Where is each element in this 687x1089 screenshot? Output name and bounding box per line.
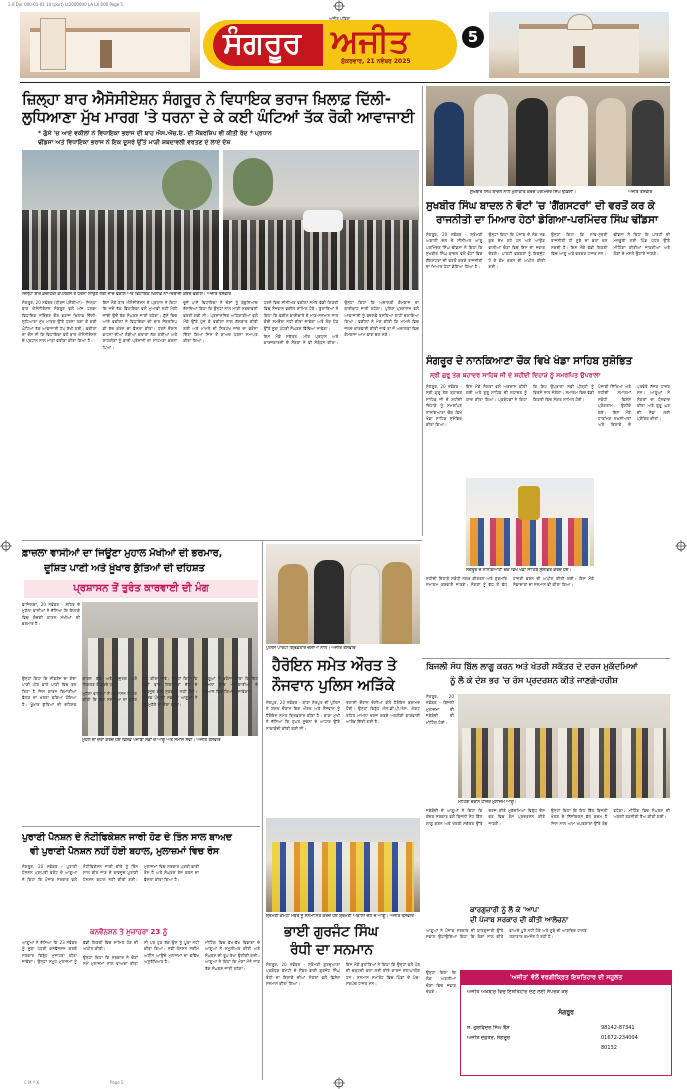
gurjant-headline-1: ਭਾਈ ਗੁਰਜੰਟ ਸਿੰਘ <box>284 924 379 940</box>
fazilka-caption: ਮੁਹੱਲੇ ਦਾ ਦੌਰਾ ਕਰਦੇ ਹੋਏ ਵਿਸ਼ਵ ਪੰਜਾਬੀ ਸਭਾ ਦੇ ਆਗੂ ਅਤੇ ਸਮਾਜ ਸੇਵੀ। ਅਜੀਤ ਤਸਵੀਰ <box>82 738 221 743</box>
classified-contact: ਸ. ਗੁਰਵਿੰਦਰ ਸਿੰਘ ਬੈਂਸ <box>467 1025 510 1031</box>
body-text: ਇਸ ਮੌਕੇ ਸੰਗਤਾਂ ਵਲੋਂ ਅਰਦਾਸ ਕੀਤੀ ਗਈ ਅਤੇ ਗੁਰੂ ਸਾਹਿਬ ਦੀ ਸ਼ਹਾਦਤ ਨੂੰ ਯਾਦ ਕੀਤਾ ਗਿਆ। ਪ੍ਰਬੰਧਕਾਂ ਨੇ ਕਿਹਾ ਕਿ ਇਹ ਉਪਰਾਲਾ ਨਵੀਂ ਪੀੜ੍ਹੀ ਨੂੰ ਵਿਰਸੇ ਨਾਲ ਜੋੜੇਗਾ। ਸਮਾਗਮ ਵਿਚ ਵੱਡੀ ਗਿਣਤੀ ਵਿਚ ਸੰਗਤ ਸ਼ਾਮਿਲ ਹੋਈ। <box>466 384 594 402</box>
body-text: ਧਰਨੇ ਵਿਚ ਸੀਨੀਅਰ ਵਕੀਲਾਂ ਸਮੇਤ ਵੱਡੀ ਗਿਣਤੀ ਵਿਚ ਨੌਜਵਾਨ ਵਕੀਲ ਸ਼ਾਮਿਲ ਹੋਏ। ਬੁਲਾਰਿਆਂ ਨੇ ਕਿਹਾ ਕਿ ਵਕੀਲ ਭਾਈਚਾਰੇ ਦੇ ਮਾਣ-ਸਨਮਾਨ ਨਾਲ ਕੋਈ ਸਮਝੌਤਾ ਨਹੀਂ ਕੀਤਾ ਜਾਵੇਗਾ ਅਤੇ ਲੋੜ ਪੈਣ ਉੱਤੇ ਸੂਬਾ ਪੱਧਰੀ ਸੰਘਰਸ਼ ਵਿੱਢਿਆ ਜਾਵੇਗਾ। <box>263 300 339 331</box>
dhindsa-caption: ਸੁਖਬੀਰ ਸਿੰਘ ਬਾਦਲ ਨਾਲ ਮੁਲਾਕਾਤ ਕਰਦੇ ਪਰਮਿੰਦਰ ਸਿੰਘ ਢੀਂਡਸਾ। <box>470 190 576 195</box>
body-text: ਆਗੂਆਂ ਨੇ ਪੰਜਾਬ ਸਰਕਾਰ ਦੀ ਕਾਰਗੁਜ਼ਾਰੀ ਉੱਤੇ ਸਵਾਲ ਉਠਾਉਂਦਿਆਂ ਕਿਹਾ ਕਿ ਲੋਕਾਂ ਨਾਲ ਕੀਤੇ ਵਾਅਦੇ ਪੂਰੇ ਨਹੀਂ ਹੋਏ ਅਤੇ ਸੂਬੇ ਦੀ ਆਰਥਿਕ ਹਾਲਤ ਲਗਾਤਾਰ ਕਮਜ਼ੋਰ ਹੋ ਰਹੀ ਹੈ। <box>426 928 587 940</box>
classified-office: ਸੰਗਰੂਰ <box>558 1009 574 1016</box>
bijli-headline-1: ਬਿਜਲੀ ਸੋਧ ਬਿੱਲ ਲਾਗੂ ਕਰਨ ਅਤੇ ਖੇਤਰੀ ਸਕੱਤਰ ਦੇ ਦਰਜ ਮੁਕੱਦਮਿਆਂ <box>426 662 638 672</box>
gurjant-caption: ਸ਼੍ਰੋਮਣੀ ਕਮੇਟੀ ਮੈਂਬਰ ਨੂੰ ਸਨਮਾਨਿਤ ਕਰਦੇ ਹੋਏ ਸ਼੍ਰੋਮਣੀ ਅਕਾਲੀ ਦਲ ਦੇ ਆਗੂ। ਅਜੀਤ ਤਸਵੀਰ <box>266 914 414 919</box>
registration-mark-icon <box>0 540 12 552</box>
gurjant-body <box>266 962 420 1076</box>
masthead-banner <box>203 14 457 76</box>
body-text: ਸ਼ਹੀਦੀ ਦਿਹਾੜੇ ਸਬੰਧੀ ਨਗਰ ਕੀਰਤਨ ਅਤੇ ਗੁਰਮਤਿ ਸਮਾਗਮ ਕਰਵਾਏ ਜਾਣਗੇ। ਸੰਗਤਾਂ ਨੂੰ ਵੱਧ ਤੋਂ ਵੱਧ ਹਾਜ਼ਰੀ ਭਰਨ ਦੀ ਅਪੀਲ ਕੀਤੀ ਗਈ। ਇਸ ਮੌਕੇ ਸੇਵਾਦਾਰਾਂ ਦਾ ਸਨਮਾਨ ਵੀ ਕੀਤਾ ਗਿਆ। <box>426 576 594 588</box>
notice-lead-2: ਦੀ ਪੰਜਾਬ ਸਰਕਾਰ ਦੀ ਕੀਤੀ ਆਲੋਚਨਾ <box>470 916 569 924</box>
classified-address: ਅਜੀਤ ਦਫ਼ਤਰ, ਸੰਗਰੂਰ <box>467 1035 510 1041</box>
police-headline-2: ਨੌਜਵਾਨ ਪੁਲਿਸ ਅੜਿੱਕੇ <box>272 676 395 694</box>
police-body <box>266 700 420 816</box>
body-text: ਉਨ੍ਹਾਂ ਕਿਹਾ ਕਿ ਸਾਫ਼-ਸੁਥਰੀ ਰਾਜਨੀਤੀ ਹੀ ਸੂਬੇ ਦਾ ਭਲਾ ਕਰ ਸਕਦੀ ਹੈ। ਇਸ ਮੌਕੇ ਵੱਡੀ ਗਿਣਤੀ ਵਿਚ ਆਗੂ ਅਤੇ ਵਰਕਰ ਹਾਜ਼ਰ ਸਨ। <box>551 232 608 257</box>
notice-lead-1: ਕਾਰਗੁਜ਼ਾਰੀ ਨੂੰ ਲੈ ਕੇ 'ਆਪ' <box>470 906 540 914</box>
police-headline-1: ਹੈਰੋਇਨ ਸਮੇਤ ਔਰਤ ਤੇ <box>272 656 397 674</box>
police-photo <box>266 544 420 644</box>
body-text: ਸੰਗਰੂਰ, 20 ਨਵੰਬਰ - ਬਿਜਲੀ ਮੁਲਾਜ਼ਮਾਂ ਦੀ ਜਥੇਬੰਦੀ ਦੀ ਮੀਟਿੰਗ ਹੋਈ। <box>426 694 454 725</box>
dhindsa-headline-1: ਸੁਖਬੀਰ ਸਿੰਘ ਬਾਦਲ ਨੇ ਵੋਟਾਂ 'ਚ 'ਗੈਂਗਸਟਰਾਂ' ਦੀ ਵਰਤੋਂ ਕਰ ਕੇ <box>426 200 655 212</box>
bijli-caption: ਮੀਟਿੰਗ ਦੌਰਾਨ ਹਾਜ਼ਰ ਮੁਲਾਜ਼ਮ ਆਗੂ। <box>458 800 517 805</box>
nankiana-body-mid <box>466 384 594 474</box>
body-text: ਢੀਂਡਸਾ ਨੇ ਕਿਹਾ ਕਿ ਪਾਰਟੀ ਦੀ ਮਜ਼ਬੂਤੀ ਲਈ ਪਿੰਡ ਪੱਧਰ ਉੱਤੇ ਮੀਟਿੰਗਾਂ ਕੀਤੀਆਂ ਜਾਣਗੀਆਂ ਅਤੇ ਲੋਕਾਂ ਦੇ ਮਸਲੇ ਉਠਾਏ ਜਾਣਗੇ। <box>613 232 670 257</box>
body-text: ਸੰਗਰੂਰ, 20 ਨਵੰਬਰ - ਸ੍ਰੀ ਗੁਰੂ ਤੇਗ ਬਹਾਦਰ ਸਾਹਿਬ ਜੀ ਦੇ ਸ਼ਹੀਦੀ ਦਿਹਾੜੇ ਨੂੰ ਸਮਰਪਿਤ ਨਾਨਕਿਆਣਾ ਚੌਕ ਵਿਖੇ ਖੰਡਾ ਸਾਹਿਬ ਸੁਸ਼ੋਭਿਤ ਕੀਤਾ ਗਿਆ। <box>426 384 462 428</box>
pension-body-top <box>22 864 260 924</box>
body-text: ਮੁਹੱਲਾ ਵਾਸੀਆਂ ਨੇ ਪ੍ਰਸ਼ਾਸਨ ਤੋਂ ਮੰਗ ਕੀਤੀ ਕਿ ਇਸ ਸਮੱਸਿਆ ਦਾ ਤੁਰੰਤ ਹੱਲ ਕੀਤਾ ਜਾਵੇ। ਉਨ੍ਹਾਂ ਕਿਹਾ ਕਿ ਕਈ ਵਾਰ ਸ਼ਿਕਾਇਤਾਂ ਦੇਣ ਦੇ ਬਾਵਜੂਦ ਕੋਈ ਸੁਣਵਾਈ ਨਹੀਂ ਹੋਈ। ਵਿਸ਼ਵ ਪੰਜਾਬੀ ਸਭਾ ਦੇ ਆਗੂਆਂ ਨੇ ਵੀ ਮੁਹੱਲੇ ਦਾ ਦੌਰਾ ਕੀਤਾ। <box>82 676 198 707</box>
body-text: ਸੰਗਰੂਰ, 20 ਨਵੰਬਰ (ਧੀਰਜ ਪਸ਼ੌਰੀਆ) - ਜ਼ਿਲ੍ਹਾ ਬਾਰ ਐਸੋਸੀਏਸ਼ਨ ਸੰਗਰੂਰ ਵਲੋਂ ਅੱਜ ਹਲਕਾ ਵਿਧਾਇਕ ਨਰਿੰਦਰ ਕੌਰ ਭਰਾਜ ਖ਼ਿਲਾਫ਼ ਦਿੱਲੀ-ਲੁਧਿਆਣਾ ਮੁੱਖ ਮਾਰਗ ਉੱਤੇ ਧਰਨਾ ਲਗਾ ਕੇ ਕਈ ਘੰਟਿਆਂ ਤੱਕ ਆਵਾਜਾਈ ਠੱਪ ਰੱਖੀ ਗਈ। ਵਕੀਲਾਂ ਦਾ ਦੋਸ਼ ਸੀ ਕਿ ਵਿਧਾਇਕਾ ਵਲੋਂ ਬਾਰ ਐਸੋਸੀਏਸ਼ਨ ਦੇ ਪ੍ਰਧਾਨ ਨਾਲ ਮਾੜਾ ਵਤੀਰਾ ਕੀਤਾ ਗਿਆ ਹੈ। <box>22 300 97 344</box>
body-text: ਫ਼ਾਜ਼ਿਲਕਾ, 20 ਨਵੰਬਰ - ਸ਼ਹਿਰ ਦੇ ਮੁਹੱਲਾ ਵਾਸੀਆਂ ਨੇ ਦੱਸਿਆ ਕਿ ਇਲਾਕੇ ਵਿਚ ਗੰਦਗੀ ਕਾਰਨ ਮੱਖੀਆਂ ਦੀ ਭਰਮਾਰ ਹੈ। <box>22 602 80 627</box>
notice-body-left <box>426 970 456 1074</box>
classified-phone-3: 80132 <box>601 1045 617 1051</box>
body-text: ਉਨ੍ਹਾਂ ਕਿਹਾ ਕਿ ਪੰਜਾਬ ਦੇ ਲੋਕ ਸਭ ਕੁਝ ਦੇਖ ਰਹੇ ਹਨ ਅਤੇ ਆਉਣ ਵਾਲੀਆਂ ਚੋਣਾਂ ਵਿਚ ਇਸ ਦਾ ਜਵਾਬ ਦੇਣਗੇ। ਪਾਰਟੀ ਵਰਕਰਾਂ ਨੂੰ ਇਕਜੁੱਟ ਹੋ ਕੇ ਕੰਮ ਕਰਨ ਦੀ ਅਪੀਲ ਕੀਤੀ ਗਈ। <box>488 232 545 270</box>
fazilka-banner: ਪ੍ਰਸ਼ਾਸਨ ਤੋਂ ਤੁਰੰਤ ਕਾਰਵਾਈ ਦੀ ਮੰਗ <box>24 580 258 598</box>
body-text: ਉਨ੍ਹਾਂ ਕਿਹਾ ਕਿ ਸੀਵਰੇਜ ਦਾ ਗੰਦਾ ਪਾਣੀ ਪੀਣ ਵਾਲੇ ਪਾਣੀ ਵਿਚ ਰਲ ਰਿਹਾ ਹੈ ਜਿਸ ਕਾਰਨ ਬਿਮਾਰੀਆਂ ਫੈਲਣ ਦਾ ਖ਼ਤਰਾ ਬਣਿਆ ਹੋਇਆ ਹੈ। ਖ਼ੂੰਖਾਰ ਕੁੱਤਿਆਂ ਦੀ ਦਹਿਸ਼ਤ ਕਾਰਨ ਬੱਚੇ ਅਤੇ ਬਜ਼ੁਰਗ ਘਰੋਂ ਨਿਕਲਣ ਤੋਂ ਡਰਦੇ ਹਨ। <box>22 676 137 707</box>
pension-headline-2: ਵੀ ਪੁਰਾਣੀ ਪੈਨਸ਼ਨ ਨਹੀਂ ਹੋਈ ਬਹਾਲ, ਮੁਲਾਜ਼ਮਾਂ ਵਿਚ ਰੋਸ <box>30 846 219 857</box>
gurjant-photo <box>266 818 420 912</box>
nankiana-photo <box>466 478 594 566</box>
police-caption: ਪੁਲਿਸ ਪਾਰਟੀ ਗ੍ਰਿਫ਼ਤਾਰ ਦੋਸ਼ੀਆਂ ਨਾਲ। ਅਜੀਤ ਤਸਵੀਰ <box>266 646 356 651</box>
pension-subhead: ਕਨਵੈਨਸ਼ਨ ਤੇ ਮੁਜ਼ਾਹਰਾ 23 ਨੂੰ <box>90 928 168 936</box>
bijli-body <box>426 808 670 904</box>
body-text: ਇਸ ਮੌਕੇ ਬੁਲਾਰਿਆਂ ਨੇ ਕਿਹਾ ਕਿ ਉਨ੍ਹਾਂ ਵਲੋਂ ਪੰਥ ਦੀ ਚੜ੍ਹਦੀ ਕਲਾ ਲਈ ਕੀਤੇ ਕਾਰਜ ਸ਼ਲਾਘਾਯੋਗ ਹਨ। ਸਨਮਾਨ ਸਮਾਰੋਹ ਵਿਚ ਪਿੰਡਾਂ ਦੇ ਪੰਚ-ਸਰਪੰਚ ਹਾਜ਼ਰ ਸਨ। <box>346 962 420 987</box>
bijli-headline-2: ਨੂੰ ਲੈ ਕੇ ਦੇਸ਼ ਭਰ 'ਚ ਰੋਸ ਪ੍ਰਦਰਸ਼ਨ ਕੀਤੇ ਜਾਣਗੇ-ਹਰੀਸ਼ <box>450 676 618 686</box>
lead-photo-lawyers <box>22 150 219 290</box>
pension-headline-1: ਪੁਰਾਣੀ ਪੈਨਸ਼ਨ ਦੇ ਨੋਟੀਫਿਕੇਸ਼ਨ ਜਾਰੀ ਹੋਣ ਦੇ ਤਿੰਨ ਸਾਲ ਬਾਅਦ <box>22 832 232 843</box>
classified-body: ਅਜੀਤ ਅਖ਼ਬਾਰ ਵਿਚ ਇਸ਼ਤਿਹਾਰ ਦੇਣ ਲਈ ਸੰਪਰਕ ਕਰੋ <box>467 989 568 995</box>
body-text: ਦੂਜੇ ਪਾਸੇ ਵਿਧਾਇਕਾ ਨੇ ਦੋਸ਼ਾਂ ਨੂੰ ਬੇਬੁਨਿਆਦ ਦੱਸਦਿਆਂ ਕਿਹਾ ਕਿ ਉਨ੍ਹਾਂ ਨਾਲ ਮਾੜੀ ਸ਼ਬਦਾਵਲੀ ਵਰਤੀ ਗਈ ਸੀ। ਪ੍ਰਸ਼ਾਸਨਿਕ ਅਧਿਕਾਰੀਆਂ ਵਲੋਂ ਮੌਕੇ ਉੱਤੇ ਪੁੱਜ ਕੇ ਵਕੀਲਾਂ ਨਾਲ ਗੱਲਬਾਤ ਕੀਤੀ ਗਈ ਅਤੇ ਮਾਮਲੇ ਦੀ ਨਿਰਪੱਖ ਜਾਂਚ ਦਾ ਭਰੋਸਾ ਦਿੱਤਾ ਗਿਆ ਜਿਸ ਤੋਂ ਬਾਅਦ ਧਰਨਾ ਸਮਾਪਤ ਕੀਤਾ ਗਿਆ। <box>183 300 258 344</box>
lead-headline-2: ਲੁਧਿਆਣਾ ਮੁੱਖ ਮਾਰਗ 'ਤੇ ਧਰਨਾ ਦੇ ਕੇ ਕਈ ਘੰਟਿਆਂ ਤੱਕ ਰੋਕੀ ਆਵਾਜਾਈ <box>22 108 415 126</box>
pension-body <box>22 940 260 1074</box>
body-text: ਪੰਜਾਬੀ ਸਿੱਖਿਆ ਅਤੇ ਸ਼ਹੀਦੀ ਸਮਾਗਮਾਂ ਸਬੰਧੀ ਵਿਸ਼ੇਸ਼ ਪ੍ਰੋਗਰਾਮ ਉਲੀਕੇ ਗਏ। ਇਸ ਮੌਕੇ ਧਾਰਮਿਕ ਸ਼ਖ਼ਸੀਅਤਾਂ ਅਤੇ ਇਲਾਕੇ ਦੇ ਪਤਵੰਤੇ ਸੱਜਣ ਹਾਜ਼ਰ ਸਨ। ਆਗੂਆਂ ਨੇ ਸੰਗਤਾਂ ਦਾ ਧੰਨਵਾਦ ਕੀਤਾ ਅਤੇ ਗੁਰੂ ਘਰ ਦੀ ਸੇਵਾ ਲਈ ਪ੍ਰੇਰਿਤ ਕੀਤਾ। <box>598 384 670 428</box>
nankiana-caption: ਸੰਗਰੂਰ ਦੇ ਨਾਨਕਿਆਣਾ ਚੌਕ ਵਿਖੇ ਖੰਡਾ ਸਾਹਿਬ ਸੁਸ਼ੋਭਿਤ ਕਰਦੇ ਹੋਏ। <box>466 568 572 573</box>
lead-caption: ਜ਼ਿਲ੍ਹਾ ਬਾਰ ਕਚਹਿਰੀ ਕੰਪਲੈਕਸ ਤੋਂ ਧਰਨਾ ਲਾਉਣ ਲਈ ਜਾਂਦੇ ਵਕੀਲ ਅਤੇ ਵਿਧਾਇਕ ਖ਼ਿਲਾਫ਼ ਨਾਅਰੇਬਾਜ਼ੀ ਕਰਦੇ ਵਕੀਲ। ਅਜੀਤ ਤਸਵੀਰ <box>22 292 232 297</box>
registration-mark-icon <box>675 540 687 552</box>
nankiana-body-left <box>426 384 462 568</box>
page-number: 5 <box>462 26 484 48</box>
body-text: ਤਲਾਸ਼ੀ ਦੌਰਾਨ ਦੋਸ਼ੀਆਂ ਕੋਲੋਂ ਹੈਰੋਇਨ ਬਰਾਮਦ ਹੋਈ। ਉਨ੍ਹਾਂ ਵਿਰੁੱਧ ਐਨ.ਡੀ.ਪੀ.ਐਸ. ਐਕਟ ਤਹਿਤ ਮਾਮਲਾ ਦਰਜ ਕਰਕੇ ਅਗਲੇਰੀ ਕਾਰਵਾਈ ਆਰੰਭ ਦਿੱਤੀ ਗਈ ਹੈ। <box>346 700 420 725</box>
masthead-right-photo <box>489 12 669 78</box>
nankiana-subhead: ਸ੍ਰੀ ਗੁਰੂ ਤੇਗ ਬਹਾਦਰ ਸਾਹਿਬ ਜੀ ਦੇ ਸ਼ਹੀਦੀ ਦਿਹਾੜੇ ਨੂੰ ਸਮਰਪਿਤ ਉਪਰਾਲਾ <box>430 372 601 379</box>
body-text: ਉਨ੍ਹਾਂ ਕਿਹਾ ਕਿ ਇਹ ਬਿੱਲ ਬਿਜਲੀ ਖੇਤਰ ਦੇ ਨਿੱਜੀਕਰਨ ਵੱਲ ਕਦਮ ਹੈ ਜਿਸ ਨਾਲ ਆਮ ਖਪਤਕਾਰਾਂ ਉੱਤੇ ਬੋਝ ਵਧੇਗਾ। ਮੀਟਿੰਗ ਵਿਚ ਸੰਘਰਸ਼ ਦੀ ਅਗਲੀ ਰਣਨੀਤੀ ਤੈਅ ਕੀਤੀ ਗਈ। <box>551 808 670 826</box>
fazilka-body <box>22 676 258 822</box>
masthead-tagline: ਅਜੀਤ ਪਤਿਕਾ <box>329 16 351 21</box>
body-text: ਉਨ੍ਹਾਂ ਕਿਹਾ ਕਿ ਸਰਕਾਰ ਨੇ ਚੋਣਾਂ ਸਮੇਂ ਮੁਲਾਜ਼ਮਾਂ ਨਾਲ ਵਾਅਦਾ ਕੀਤਾ ਸੀ ਪਰ ਹੁਣ ਤੱਕ ਉਸ ਨੂੰ ਪੂਰਾ ਨਹੀਂ ਕੀਤਾ ਗਿਆ। ਨਵੀਂ ਪੈਨਸ਼ਨ ਸਕੀਮ ਅਧੀਨ ਆਉਂਦੇ ਮੁਲਾਜ਼ਮਾਂ ਦਾ ਭਵਿੱਖ ਅਸੁਰੱਖਿਅਤ ਹੈ। <box>83 940 199 967</box>
lead-deck-1: * ਗੁੱਸੇ 'ਚ ਆਏ ਵਕੀਲਾਂ ਨੇ ਵਿਧਾਇਕਾ ਭਰਾਜ ਦੀ ਬਾਹ ਐਸ.ਐਚ.ਓ. ਦੀ ਮੈਂਬਰਸ਼ਿਪ ਵੀ ਕੀਤੀ ਰੱਦ * ਪ੍ਰਧਾਨ <box>38 130 272 137</box>
lead-deck-2: ਢੀਂਡਸਾ ਅਤੇ ਵਿਧਾਇਕਾ ਭਰਾਜ ਨੇ ਇਕ ਦੂਸਰੇ ਉੱਤੇ ਮਾੜੀ ਸ਼ਬਦਾਵਲੀ ਵਰਤਣ ਦੇ ਲਾਏ ਦੋਸ਼ <box>38 139 231 146</box>
body-text: ਆਗੂਆਂ ਨੇ ਭਰੋਸਾ ਦਿੱਤਾ ਕਿ ਇਹ ਮਾਮਲਾ ਉੱਚ ਅਧਿਕਾਰੀਆਂ ਦੇ ਧਿਆਨ ਵਿਚ ਲਿਆਂਦਾ ਜਾਵੇਗਾ। <box>203 676 258 694</box>
nankiana-body-right <box>598 384 670 654</box>
body-text: ਸੰਗਰੂਰ, 20 ਨਵੰਬਰ - ਸ਼੍ਰੋਮਣੀ ਅਕਾਲੀ ਦਲ ਦੇ ਸੀਨੀਅਰ ਆਗੂ ਪਰਮਿੰਦਰ ਸਿੰਘ ਢੀਂਡਸਾ ਨੇ ਕਿਹਾ ਕਿ ਸੁਖਬੀਰ ਸਿੰਘ ਬਾਦਲ ਵਲੋਂ ਵੋਟਾਂ ਵਿਚ ਗੈਂਗਸਟਰਾਂ ਦੀ ਵਰਤੋਂ ਕਰਕੇ ਰਾਜਨੀਤੀ ਦਾ ਮਿਆਰ ਹੇਠਾਂ ਡੇਗਿਆ ਗਿਆ ਹੈ। <box>426 232 483 270</box>
lead-headline-1: ਜ਼ਿਲ੍ਹਾ ਬਾਰ ਐਸੋਸੀਏਸ਼ਨ ਸੰਗਰੂਰ ਨੇ ਵਿਧਾਇਕ ਭਰਾਜ ਖ਼ਿਲਾਫ਼ ਦਿੱਲੀ- <box>22 90 391 108</box>
body-text: ਸੰਗਰੂਰ, 20 ਨਵੰਬਰ - ਪੁਰਾਣੀ ਪੈਨਸ਼ਨ ਪ੍ਰਾਪਤੀ ਫਰੰਟ ਦੇ ਆਗੂਆਂ ਨੇ ਕਿਹਾ ਕਿ ਪੰਜਾਬ ਸਰਕਾਰ ਵਲੋਂ ਨੋਟੀਫਿਕੇਸ਼ਨ ਜਾਰੀ ਕੀਤੇ ਨੂੰ ਤਿੰਨ ਸਾਲ ਬੀਤ ਜਾਣ ਦੇ ਬਾਵਜੂਦ ਪੁਰਾਣੀ ਪੈਨਸ਼ਨ ਬਹਾਲ ਨਹੀਂ ਕੀਤੀ ਗਈ। ਮੁਲਾਜ਼ਮਾਂ ਵਿਚ ਸਰਕਾਰ ਪ੍ਰਤੀ ਭਾਰੀ ਰੋਸ ਹੈ ਅਤੇ ਸੰਘਰਸ਼ ਤੇਜ਼ ਕਰਨ ਦਾ ਫ਼ੈਸਲਾ ਕੀਤਾ ਗਿਆ ਹੈ। <box>22 864 199 882</box>
body-text: ਉਨ੍ਹਾਂ ਕਿਹਾ ਕਿ ਲੋਕ ਅਗਲੀਆਂ ਚੋਣਾਂ ਵਿਚ ਜਵਾਬ ਦੇਣਗੇ। <box>426 970 456 995</box>
body-text: ਜਥੇਬੰਦੀ ਦੇ ਆਗੂਆਂ ਨੇ ਕਿਹਾ ਕਿ ਕੇਂਦਰ ਸਰਕਾਰ ਵਲੋਂ ਬਿਜਲੀ ਸੋਧ ਬਿੱਲ ਲਾਗੂ ਕਰਨ ਅਤੇ ਖੇਤਰੀ ਸਕੱਤਰ ਉੱਤੇ ਦਰਜ ਕੀਤੇ ਮੁਕੱਦਮਿਆਂ ਵਿਰੁੱਧ ਦੇਸ਼ ਭਰ ਵਿਚ ਰੋਸ ਪ੍ਰਦਰਸ਼ਨ ਕੀਤੇ ਜਾਣਗੇ। <box>426 808 545 826</box>
registration-mark-icon <box>333 0 345 12</box>
fazilka-headline-1: ਫ਼ਾਜ਼ਲਾ ਵਾਸੀਆਂ ਦਾ ਜਿਊਣਾ ਮੁਹਾਲ ਮੱਖੀਆਂ ਦੀ ਭਰਮਾਰ, <box>22 548 223 559</box>
body-text: ਇਸ ਮੌਕੇ ਸਕੱਤਰ, ਮੀਤ ਪ੍ਰਧਾਨ ਅਤੇ ਕਾਰਜਕਾਰਨੀ ਦੇ ਮੈਂਬਰਾਂ ਨੇ ਵੀ ਸੰਬੋਧਨ ਕੀਤਾ। ਉਨ੍ਹਾਂ ਕਿਹਾ ਕਿ ਅਦਾਲਤੀ ਕੰਮਕਾਜ ਦਾ ਬਾਈਕਾਟ ਜਾਰੀ ਰਹੇਗਾ। ਪੁਲਿਸ ਪ੍ਰਸ਼ਾਸਨ ਵਲੋਂ ਆਵਾਜਾਈ ਨੂੰ ਬਦਲਵੇਂ ਰਸਤਿਆਂ ਰਾਹੀਂ ਚਲਾਇਆ ਗਿਆ। ਵਕੀਲਾਂ ਨੇ ਮੰਗ ਕੀਤੀ ਕਿ ਮਾਮਲੇ ਵਿਚ ਜਲਦ ਕਾਰਵਾਈ ਕੀਤੀ ਜਾਵੇ ਤਾਂ ਜੋ ਅਦਾਲਤਾਂ ਵਿਚ ਕੰਮਕਾਜ ਆਮ ਵਾਂਗ ਚਲ ਸਕੇ। <box>263 300 419 346</box>
masthead-paper: ਅਜੀਤ <box>331 22 410 60</box>
body-text: ਮੀਟਿੰਗ ਵਿਚ ਵੱਖ-ਵੱਖ ਵਿਭਾਗਾਂ ਦੇ ਆਗੂਆਂ ਨੇ ਸ਼ਮੂਲੀਅਤ ਕੀਤੀ ਅਤੇ ਸੰਘਰਸ਼ ਦੀ ਰੂਪ-ਰੇਖਾ ਉਲੀਕੀ ਗਈ। ਆਗੂਆਂ ਨੇ ਕਿਹਾ ਕਿ ਮੰਗਾਂ ਮੰਨੇ ਜਾਣ ਤੱਕ ਸੰਘਰਸ਼ ਜਾਰੀ ਰਹੇਗਾ। <box>205 940 260 971</box>
registration-mark-icon <box>333 1077 345 1089</box>
notice-lead-body <box>426 928 670 966</box>
gurjant-headline-2: ਰੰਧੀ ਦਾ ਸਨਮਾਨ <box>290 942 373 958</box>
masthead-date: ਸ਼ੁੱਕਰਵਾਰ, 21 ਨਵੰਬਰ 2025 <box>341 58 411 65</box>
fazilka-body-left <box>22 602 80 672</box>
footer-cmyk: C M Y K <box>24 1080 40 1085</box>
dhindsa-body <box>426 232 670 350</box>
lead-body <box>22 300 419 536</box>
bijli-photo <box>458 694 670 798</box>
print-strip: 3.0 Dor 000-01-01 10 (port) Lt2000000 LA LA 000 Page 5 <box>8 2 123 7</box>
body-text: ਸ਼ੇਰਪੁਰ, 20 ਨਵੰਬਰ - ਥਾਣਾ ਸ਼ੇਰਪੁਰ ਦੀ ਪੁਲਿਸ ਨੇ ਗਸ਼ਤ ਦੌਰਾਨ ਇਕ ਔਰਤ ਅਤੇ ਨੌਜਵਾਨ ਨੂੰ ਹੈਰੋਇਨ ਸਮੇਤ ਗ੍ਰਿਫ਼ਤਾਰ ਕੀਤਾ ਹੈ। ਥਾਣਾ ਮੁਖੀ ਨੇ ਦੱਸਿਆ ਕਿ ਗੁਪਤ ਸੂਚਨਾ ਦੇ ਆਧਾਰ ਉੱਤੇ ਨਾਕਾਬੰਦੀ ਕੀਤੀ ਗਈ ਸੀ। <box>266 700 340 731</box>
footer-mark: Page 5 <box>110 1080 124 1085</box>
fazilka-headline-2: ਦੂਸ਼ਿਤ ਪਾਣੀ ਅਤੇ ਖ਼ੂੰਖਾਰ ਕੁੱਤਿਆਂ ਦੀ ਦਹਿਸ਼ਤ <box>44 563 205 574</box>
body-text: ਇਸ ਮੌਕੇ ਬਾਰ ਐਸੋਸੀਏਸ਼ਨ ਦੇ ਪ੍ਰਧਾਨ ਨੇ ਕਿਹਾ ਕਿ ਜਦੋਂ ਤੱਕ ਵਿਧਾਇਕਾ ਵਲੋਂ ਮੁਆਫ਼ੀ ਨਹੀਂ ਮੰਗੀ ਜਾਂਦੀ ਉਦੋਂ ਤੱਕ ਸੰਘਰਸ਼ ਜਾਰੀ ਰਹੇਗਾ। ਗੁੱਸੇ ਵਿਚ ਆਏ ਵਕੀਲਾਂ ਨੇ ਵਿਧਾਇਕਾ ਦੀ ਬਾਰ ਮੈਂਬਰਸ਼ਿਪ ਵੀ ਰੱਦ ਕਰਨ ਦਾ ਫ਼ੈਸਲਾ ਕੀਤਾ। ਧਰਨੇ ਦੌਰਾਨ ਵਾਹਨਾਂ ਦੀਆਂ ਲੰਬੀਆਂ ਕਤਾਰਾਂ ਲੱਗ ਗਈਆਂ ਅਤੇ ਰਾਹਗੀਰਾਂ ਨੂੰ ਭਾਰੀ ਪ੍ਰੇਸ਼ਾਨੀ ਦਾ ਸਾਹਮਣਾ ਕਰਨਾ ਪਿਆ। <box>102 300 178 350</box>
body-text: ਆਗੂਆਂ ਨੇ ਦੱਸਿਆ ਕਿ 23 ਨਵੰਬਰ ਨੂੰ ਸੂਬਾ ਪੱਧਰੀ ਕਨਵੈਨਸ਼ਨ ਕਰਕੇ ਸਰਕਾਰ ਵਿਰੁੱਧ ਮੁਜ਼ਾਹਰਾ ਕੀਤਾ ਜਾਵੇਗਾ। ਉਨ੍ਹਾਂ ਸਮੂਹ ਮੁਲਾਜ਼ਮਾਂ ਨੂੰ ਵੱਡੀ ਗਿਣਤੀ ਵਿਚ ਸ਼ਾਮਿਲ ਹੋਣ ਦੀ ਅਪੀਲ ਕੀਤੀ। <box>22 940 138 965</box>
classified-phone-1: 98142-87341 <box>601 1025 635 1031</box>
dhindsa-photo <box>426 86 670 186</box>
classified-title: 'ਅਜੀਤ' ਵੱਲੋਂ ਵਰਗੀਕ੍ਰਿਤ ਇਸ਼ਤਿਹਾਰ ਦੀ ਸਹੂਲਤ <box>461 971 671 985</box>
lead-photo-protest <box>223 150 419 290</box>
classified-phone-2: 01672-234004 <box>601 1035 638 1041</box>
dhindsa-credit: ਅਜੀਤ ਤਸਵੀਰ <box>628 190 653 195</box>
nankiana-body-bottom <box>426 576 594 636</box>
masthead-left-photo <box>20 12 200 78</box>
nankiana-headline: ਸੰਗਰੂਰ ਦੇ ਨਾਨਕਿਆਣਾ ਚੌਕ ਵਿਖੇ ਖੰਡਾ ਸਾਹਿਬ ਸੁਸ਼ੋਭਿਤ <box>426 355 633 367</box>
classified-box <box>460 970 672 1076</box>
body-text: ਸੰਗਰੂਰ, 20 ਨਵੰਬਰ - ਸ਼੍ਰੋਮਣੀ ਗੁਰਦੁਆਰਾ ਪ੍ਰਬੰਧਕ ਕਮੇਟੀ ਦੇ ਮੈਂਬਰ ਭਾਈ ਗੁਰਜੰਟ ਸਿੰਘ ਰੰਧੀ ਦਾ ਇਲਾਕੇ ਦੀਆਂ ਸੰਗਤਾਂ ਵਲੋਂ ਵਿਸ਼ੇਸ਼ ਸਨਮਾਨ ਕੀਤਾ ਗਿਆ। <box>266 962 340 987</box>
masthead-city: ਸੰਗਰੂਰ <box>223 26 302 61</box>
dhindsa-headline-2: ਰਾਜਨੀਤੀ ਦਾ ਮਿਆਰ ਹੇਠਾਂ ਡੇਗਿਆ-ਪਰਮਿੰਦਰ ਸਿੰਘ ਢੀਂਡਸਾ <box>436 214 658 226</box>
